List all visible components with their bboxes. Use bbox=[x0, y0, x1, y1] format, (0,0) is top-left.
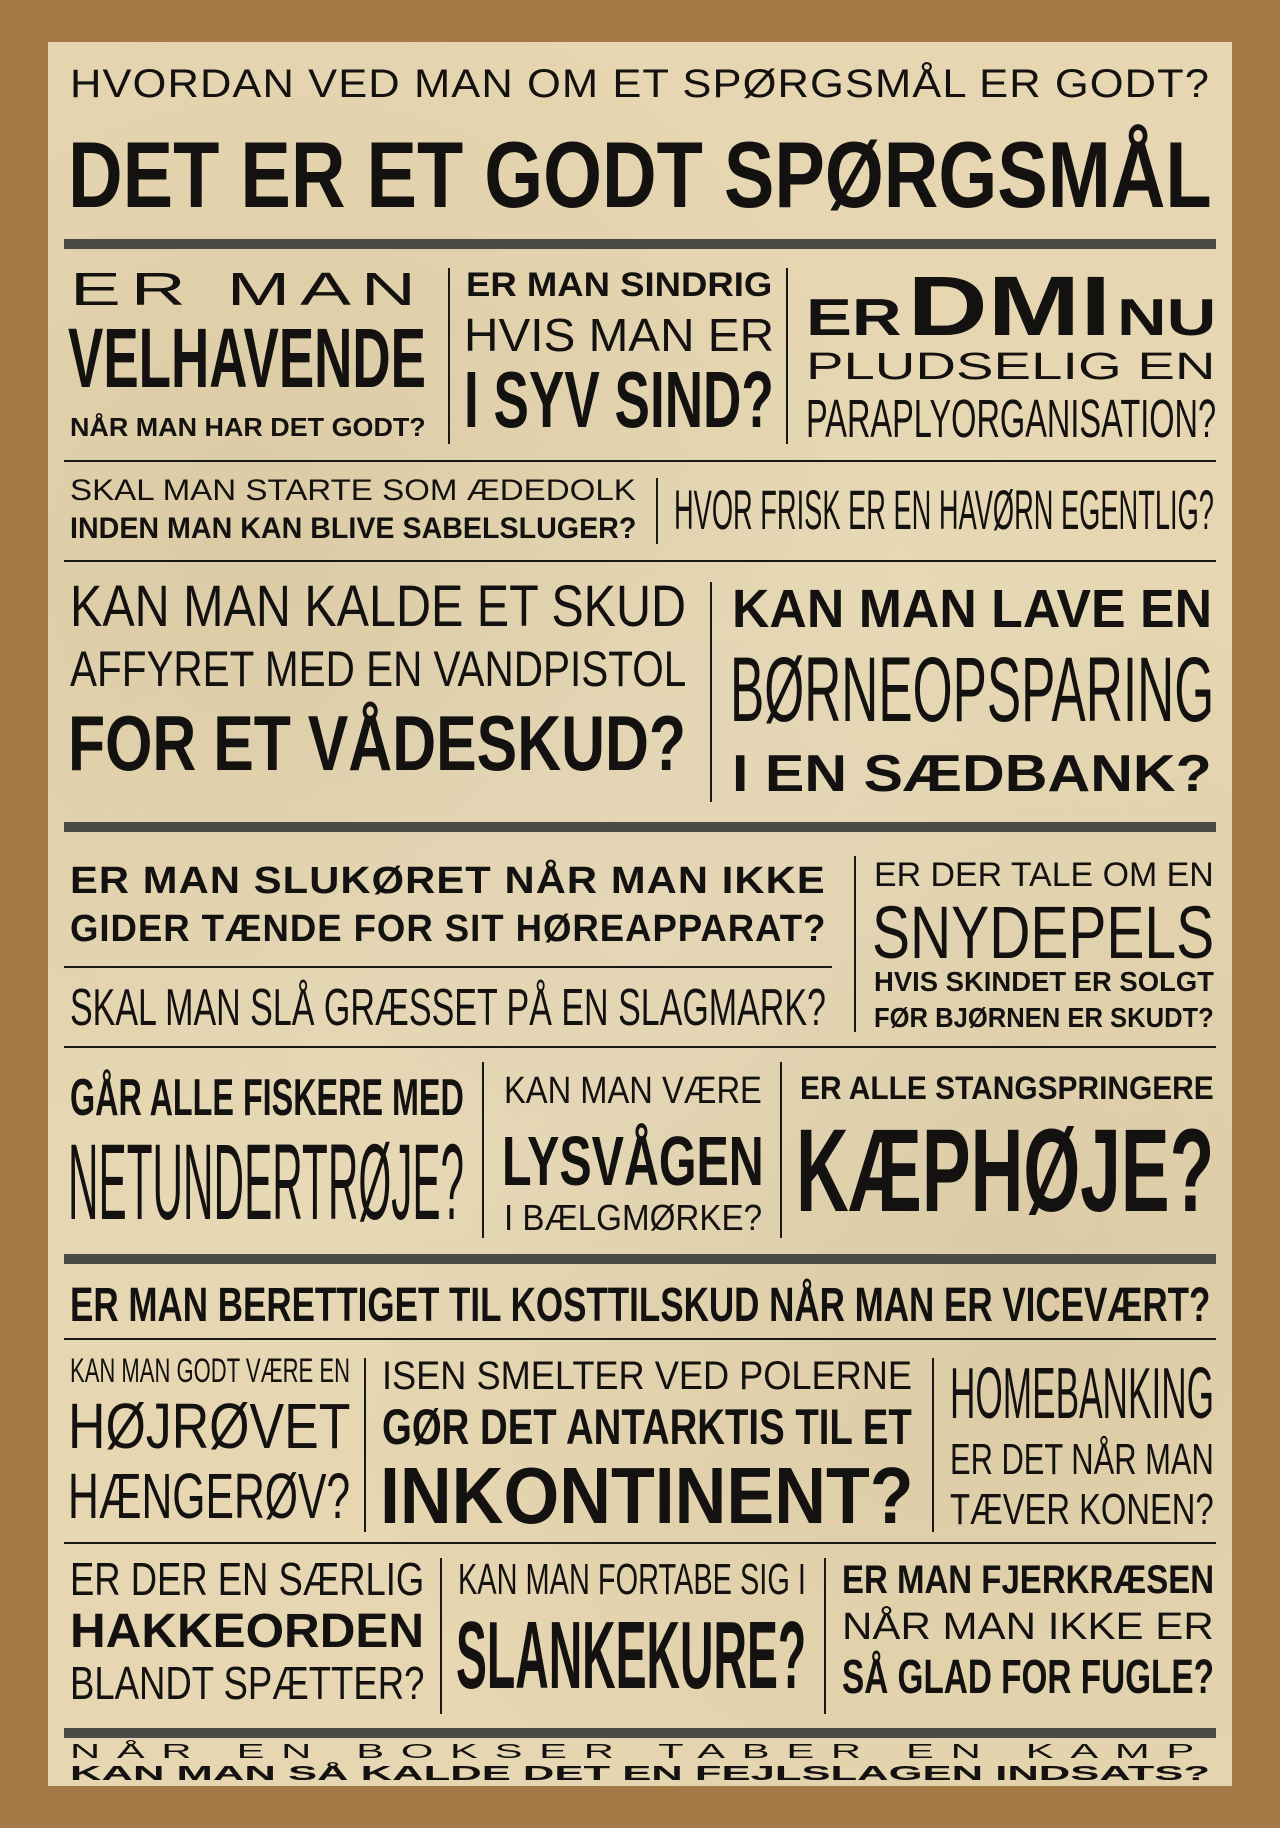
divider bbox=[64, 1338, 1216, 1340]
row7-a-line1: KAN MAN GODT VÆRE EN bbox=[70, 1352, 350, 1390]
row3-a-line2: AFFYRET MED EN VANDPISTOL bbox=[70, 641, 687, 697]
row5-c-line2: KÆPHØJE? bbox=[796, 1105, 1215, 1237]
row1-c-nu: NU bbox=[1116, 289, 1217, 347]
row7-a-line2: HØJRØVET bbox=[68, 1390, 351, 1462]
row2-a-line1: SKAL MAN STARTE SOM ÆDEDOLK bbox=[70, 474, 636, 507]
row8-a-line2: HAKKEORDEN bbox=[70, 1605, 425, 1658]
row1-c-line2: PLUDSELIG EN bbox=[806, 346, 1216, 388]
vertical-divider bbox=[854, 856, 856, 1032]
row7-c-line1: HOMEBANKING bbox=[950, 1354, 1215, 1434]
row7-c-line3: TÆVER KONEN? bbox=[950, 1485, 1214, 1534]
vertical-divider bbox=[932, 1358, 934, 1532]
row6-line1: ER MAN BERETTIGET TIL KOSTTILSKUD NÅR MAN ER VICEVÆRT? bbox=[70, 1279, 1211, 1332]
row8-c-line3: SÅ GLAD FOR FUGLE? bbox=[842, 1651, 1214, 1704]
row8-c-line2: NÅR MAN IKKE ER bbox=[842, 1606, 1214, 1648]
divider bbox=[64, 822, 1216, 832]
row1-b-line1: ER MAN SINDRIG bbox=[466, 266, 773, 304]
row1-a-line1: ER MAN bbox=[70, 263, 426, 315]
vertical-divider bbox=[656, 478, 658, 544]
row4-b-line1: SKAL MAN SLÅ GRÆSSET PÅ EN SLAGMARK? bbox=[70, 979, 826, 1037]
poster-paper bbox=[48, 42, 1232, 1786]
vertical-divider bbox=[482, 1062, 484, 1238]
divider bbox=[64, 239, 1216, 249]
row8-b-line2: SLANKEKURE? bbox=[456, 1602, 807, 1709]
row2-b-line1: HVOR FRISK ER EN HAVØRN EGENTLIG? bbox=[674, 478, 1214, 541]
row1-a-line2: VELHAVENDE bbox=[68, 311, 426, 405]
row5-b-line1: KAN MAN VÆRE bbox=[504, 1070, 762, 1112]
vertical-divider bbox=[824, 1558, 826, 1714]
row4-c-line1: ER DER TALE OM EN bbox=[874, 856, 1214, 894]
row7-b-line3: INKONTINENT? bbox=[380, 1451, 914, 1540]
row4-a-line1: ER MAN SLUKØRET NÅR MAN IKKE bbox=[70, 860, 826, 902]
row4-c-line4: FØR BJØRNEN ER SKUDT? bbox=[874, 1002, 1214, 1033]
row5-b-line2: LYSVÅGEN bbox=[502, 1122, 764, 1200]
row3-b-line2: BØRNEOPSPARING bbox=[730, 639, 1215, 741]
row1-b-line2: HVIS MAN ER bbox=[464, 309, 775, 361]
row7-b-line1: ISEN SMELTER VED POLERNE bbox=[382, 1354, 913, 1398]
header-answer: DET ER ET GODT SPØRGSMÅL bbox=[68, 122, 1212, 227]
row3-b-line1: KAN MAN LAVE EN bbox=[732, 579, 1213, 639]
row2-a-line2: INDEN MAN KAN BLIVE SABELSLUGER? bbox=[70, 512, 637, 545]
row4-a-line2: GIDER TÆNDE FOR SIT HØREAPPARAT? bbox=[70, 908, 827, 950]
row1-c-line1 bbox=[806, 259, 1217, 353]
row8-c-line1: ER MAN FJERKRÆSEN bbox=[842, 1558, 1215, 1602]
row7-c-line2: ER DET NÅR MAN bbox=[950, 1435, 1214, 1484]
row5-a-line1: GÅR ALLE FISKERE MED bbox=[70, 1069, 464, 1127]
divider bbox=[64, 1728, 1216, 1738]
vertical-divider bbox=[786, 268, 788, 444]
row1-c-line3: PARAPLYORGANISATION? bbox=[806, 389, 1217, 449]
footer-line2: KAN MAN SÅ KALDE DET EN FEJLSLAGEN INDSATS? bbox=[70, 1763, 1210, 1785]
divider bbox=[64, 1254, 1216, 1264]
row3-b-line3: I EN SÆDBANK? bbox=[732, 745, 1212, 803]
row8-a-line3: BLANDT SPÆTTER? bbox=[70, 1657, 425, 1709]
row7-b-line2: GØR DET ANTARKTIS TIL ET bbox=[382, 1399, 912, 1455]
vertical-divider bbox=[710, 582, 712, 802]
row3-a-line1: KAN MAN KALDE ET SKUD bbox=[70, 574, 687, 639]
row8-b-line1: KAN MAN FORTABE SIG I bbox=[458, 1555, 806, 1604]
divider bbox=[64, 560, 1216, 562]
vertical-divider bbox=[448, 268, 450, 444]
divider bbox=[64, 460, 1216, 462]
row5-b-line3: I BÆLGMØRKE? bbox=[504, 1197, 763, 1238]
vertical-divider bbox=[780, 1062, 782, 1238]
row5-c-line1: ER ALLE STANGSPRINGERE bbox=[800, 1070, 1214, 1106]
poster-content bbox=[64, 42, 1216, 1786]
row4-c-line3: HVIS SKINDET ER SOLGT bbox=[874, 966, 1214, 997]
row7-a-line3: HÆNGERØV? bbox=[68, 1460, 351, 1532]
header-question: HVORDAN VED MAN OM ET SPØRGSMÅL ER GODT? bbox=[70, 62, 1211, 106]
row3-a-line3: FOR ET VÅDESKUD? bbox=[68, 699, 687, 787]
divider bbox=[64, 1542, 1216, 1544]
vertical-divider bbox=[364, 1358, 366, 1532]
footer-line1: NÅR EN BOKSER TABER EN KAMP bbox=[70, 1741, 1211, 1763]
row1-a-line3: NÅR MAN HAR DET GODT? bbox=[70, 412, 426, 442]
vertical-divider bbox=[440, 1558, 442, 1714]
row5-a-line2: NETUNDERTRØJE? bbox=[68, 1121, 465, 1242]
row1-c-dmi: DMI bbox=[907, 259, 1112, 353]
row4-c-line2: SNYDEPELS bbox=[872, 891, 1215, 974]
divider bbox=[64, 966, 832, 968]
row1-b-line3: I SYV SIND? bbox=[464, 355, 774, 444]
divider bbox=[64, 1046, 1216, 1048]
row8-a-line1: ER DER EN SÆRLIG bbox=[70, 1553, 425, 1605]
row1-c-er: ER bbox=[806, 289, 902, 347]
